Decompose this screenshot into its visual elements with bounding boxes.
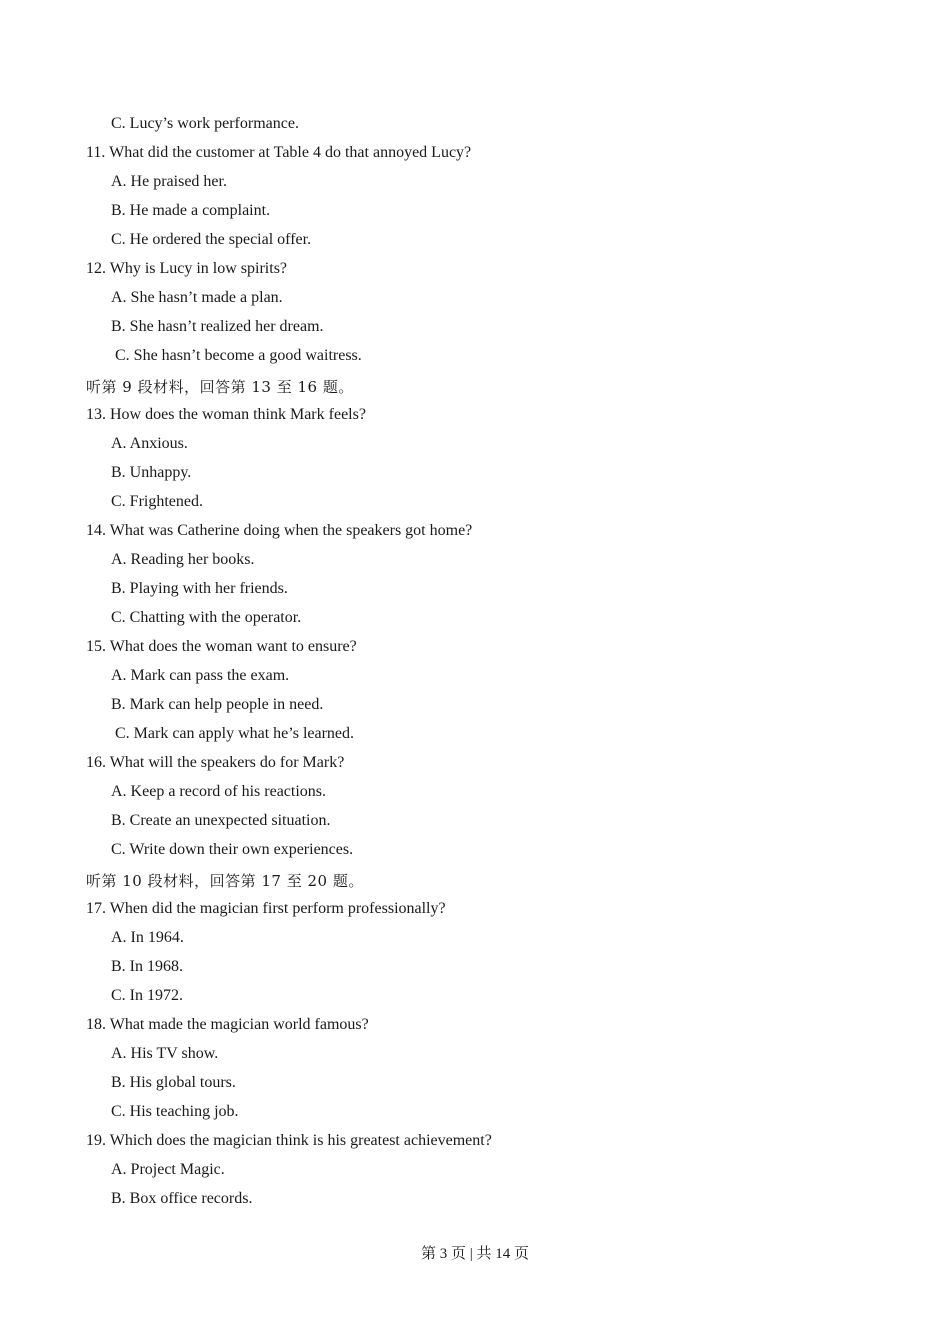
option-line: C. Mark can apply what he’s learned. [115, 725, 355, 742]
option-line: C. Lucy’s work performance. [111, 115, 299, 132]
option-line: B. Box office records. [111, 1190, 253, 1207]
option-line: C. Chatting with the operator. [111, 609, 302, 626]
question-line: 11. What did the customer at Table 4 do that annoyed Lucy? [86, 144, 472, 161]
option-line: B. Unhappy. [111, 464, 192, 481]
option-line: C. His teaching job. [111, 1103, 239, 1120]
option-line: A. Mark can pass the exam. [111, 667, 290, 684]
exam-content [86, 111, 886, 1215]
option-line: B. Create an unexpected situation. [111, 812, 331, 829]
question-line: 16. What will the speakers do for Mark? [86, 754, 345, 771]
option-line: A. She hasn’t made a plan. [111, 289, 283, 306]
question-line: 17. When did the magician first perform professionally? [86, 900, 446, 917]
option-line: A. He praised her. [111, 173, 227, 190]
option-line: B. In 1968. [111, 958, 183, 975]
question-line: 13. How does the woman think Mark feels? [86, 406, 366, 423]
question-line: 12. Why is Lucy in low spirits? [86, 260, 288, 277]
option-line: B. Mark can help people in need. [111, 696, 324, 713]
option-line: C. She hasn’t become a good waitress. [115, 347, 362, 364]
option-line: B. Playing with her friends. [111, 580, 288, 597]
option-line: C. He ordered the special offer. [111, 231, 312, 248]
option-line: A. In 1964. [111, 929, 184, 946]
section-instruction: 听第 10 段材料，回答第 17 至 20 题。 [86, 872, 364, 890]
question-line: 19. Which does the magician think is his greatest achievement? [86, 1132, 492, 1149]
option-line: B. She hasn’t realized her dream. [111, 318, 324, 335]
option-line: A. Anxious. [111, 435, 188, 452]
option-line: C. In 1972. [111, 987, 183, 1004]
question-line: 14. What was Catherine doing when the speakers got home? [86, 522, 473, 539]
option-line: A. Project Magic. [111, 1161, 225, 1178]
option-line: C. Frightened. [111, 493, 203, 510]
option-line: B. His global tours. [111, 1074, 236, 1091]
option-line: C. Write down their own experiences. [111, 841, 354, 858]
option-line: A. Keep a record of his reactions. [111, 783, 327, 800]
option-line: A. Reading her books. [111, 551, 255, 568]
page-footer: 第 3 页 | 共 14 页 [420, 1246, 529, 1262]
question-line: 15. What does the woman want to ensure? [86, 638, 357, 655]
option-line: A. His TV show. [111, 1045, 219, 1062]
question-line: 18. What made the magician world famous? [86, 1016, 369, 1033]
option-line: B. He made a complaint. [111, 202, 271, 219]
section-instruction: 听第 9 段材料，回答第 13 至 16 题。 [86, 378, 354, 396]
